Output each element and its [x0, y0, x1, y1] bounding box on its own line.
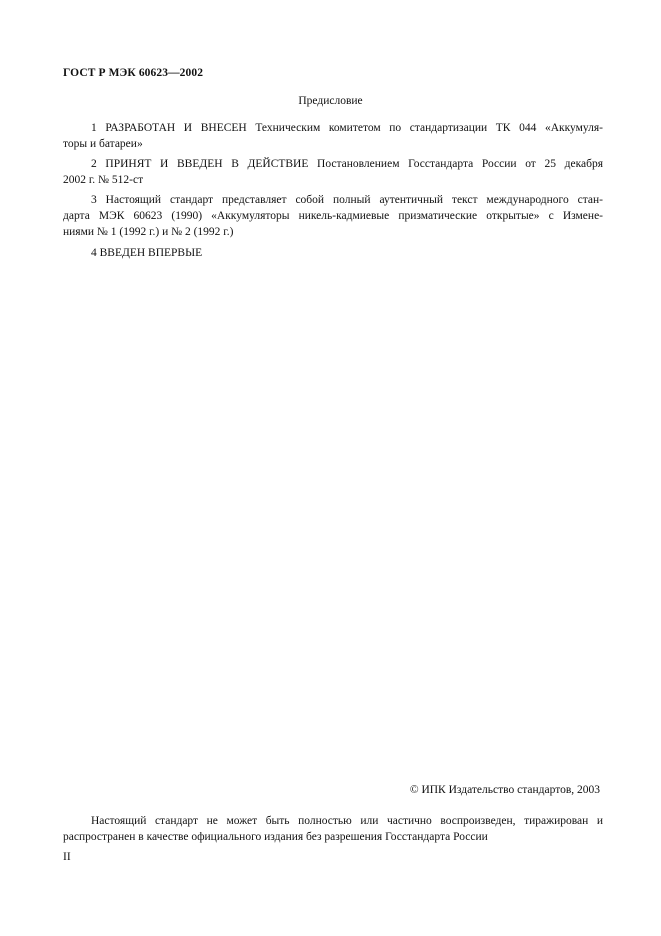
notice-line-2: распространен в качестве официального издания без разрешения Госстандарта России: [63, 831, 488, 843]
page-number: II: [63, 851, 71, 863]
paragraph-1-line-1: 1 РАЗРАБОТАН И ВНЕСЕН Техническим комитетом по стандартизации ТК 044 «Аккумуля-: [91, 122, 603, 134]
notice-line-1: Настоящий стандарт не может быть полностью или частично воспроизведен, тиражирован и: [91, 815, 603, 827]
copyright-line: © ИПК Издательство стандартов, 2003: [409, 784, 600, 796]
paragraph-2: [63, 156, 603, 188]
reproduction-notice: [63, 813, 603, 845]
standard-id-header: ГОСТ Р МЭК 60623—2002: [63, 67, 204, 79]
paragraph-3: [63, 192, 603, 240]
paragraph-2-line-1: 2 ПРИНЯТ И ВВЕДЕН В ДЕЙСТВИЕ Постановлением Госстандарта России от 25 декабря: [91, 158, 603, 170]
paragraph-4-line-1: 4 ВВЕДЕН ВПЕРВЫЕ: [91, 247, 203, 259]
paragraph-1: [63, 120, 603, 152]
paragraph-3-line-1: 3 Настоящий стандарт представляет собой полный аутентичный текст международного стан-: [91, 194, 603, 206]
foreword-title: Предисловие: [298, 95, 363, 107]
paragraph-1-line-2: торы и батареи»: [63, 138, 143, 150]
paragraph-3-line-3: ниями № 1 (1992 г.) и № 2 (1992 г.): [63, 226, 234, 238]
paragraph-2-line-2: 2002 г. № 512-ст: [63, 174, 144, 186]
paragraph-3-line-2: дарта МЭК 60623 (1990) «Аккумуляторы никель-кадмиевые призматические открытые» с Измене-: [63, 210, 603, 222]
paragraph-4: [63, 245, 603, 261]
